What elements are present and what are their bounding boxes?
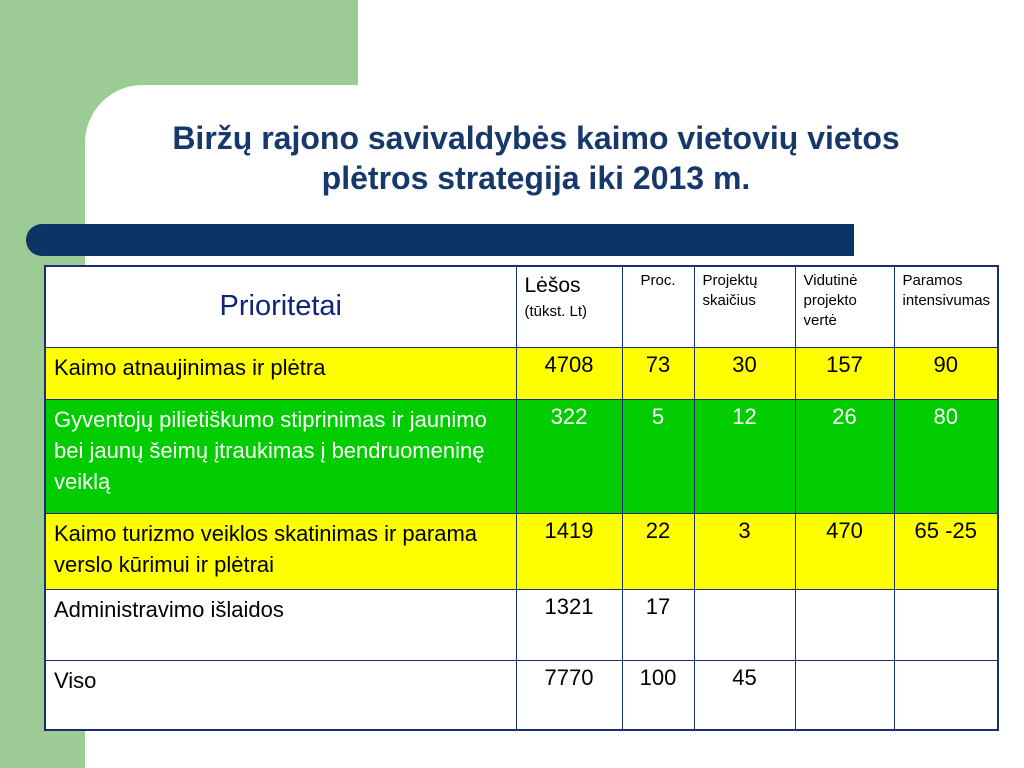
table-row: [45, 513, 998, 589]
table-row: [45, 347, 998, 399]
row-intensity: [894, 590, 998, 661]
row-funds: 1419: [516, 513, 622, 589]
header-funds-label: Lėšos: [524, 274, 581, 297]
row-percent: 73: [622, 347, 694, 399]
row-label: Viso: [45, 661, 516, 730]
row-avg-value: 470: [795, 513, 894, 589]
row-intensity: 90: [894, 347, 998, 399]
row-intensity: 80: [894, 399, 998, 513]
row-funds: 1321: [516, 590, 622, 661]
table-row-total: [45, 661, 998, 730]
row-percent: 100: [622, 661, 694, 730]
header-percent: Proc.: [622, 266, 694, 347]
header-intensity: Paramos intensivumas: [894, 266, 998, 347]
row-avg-value: [795, 590, 894, 661]
row-avg-value: 26: [795, 399, 894, 513]
table-row: [45, 590, 998, 661]
title-underline-bar: [26, 224, 854, 256]
row-projects: 3: [694, 513, 795, 589]
slide-title-line2: plėtros strategija iki 2013 m.: [321, 160, 751, 196]
slide-title-line1: Biržų rajono savivaldybės kaimo vietovių vietos: [172, 120, 900, 156]
row-percent: 5: [622, 399, 694, 513]
slide-title: [86, 118, 986, 198]
row-label: Gyventojų pilietiškumo stiprinimas ir jaunimo bei jaunų šeimų įtraukimas į bendruomeninę veiklą: [45, 399, 516, 513]
row-percent: 17: [622, 590, 694, 661]
row-avg-value: 157: [795, 347, 894, 399]
header-avg-value: Vidutinė projekto vertė: [795, 266, 894, 347]
row-projects: 30: [694, 347, 795, 399]
header-funds: [516, 266, 622, 347]
header-projects: Projektų skaičius: [694, 266, 795, 347]
row-label: Administravimo išlaidos: [45, 590, 516, 661]
row-percent: 22: [622, 513, 694, 589]
row-funds: 4708: [516, 347, 622, 399]
row-funds: 322: [516, 399, 622, 513]
row-intensity: 65 -25: [894, 513, 998, 589]
priorities-table: [44, 265, 999, 731]
table-header-row: [45, 266, 998, 347]
row-projects: 45: [694, 661, 795, 730]
row-avg-value: [795, 661, 894, 730]
row-projects: 12: [694, 399, 795, 513]
row-intensity: [894, 661, 998, 730]
table-row: [45, 399, 998, 513]
row-funds: 7770: [516, 661, 622, 730]
header-priority: Prioritetai: [45, 266, 516, 347]
row-label: Kaimo atnaujinimas ir plėtra: [45, 347, 516, 399]
row-projects: [694, 590, 795, 661]
header-funds-unit: (tūkst. Lt): [524, 303, 588, 320]
row-label: Kaimo turizmo veiklos skatinimas ir parama verslo kūrimui ir plėtrai: [45, 513, 516, 589]
